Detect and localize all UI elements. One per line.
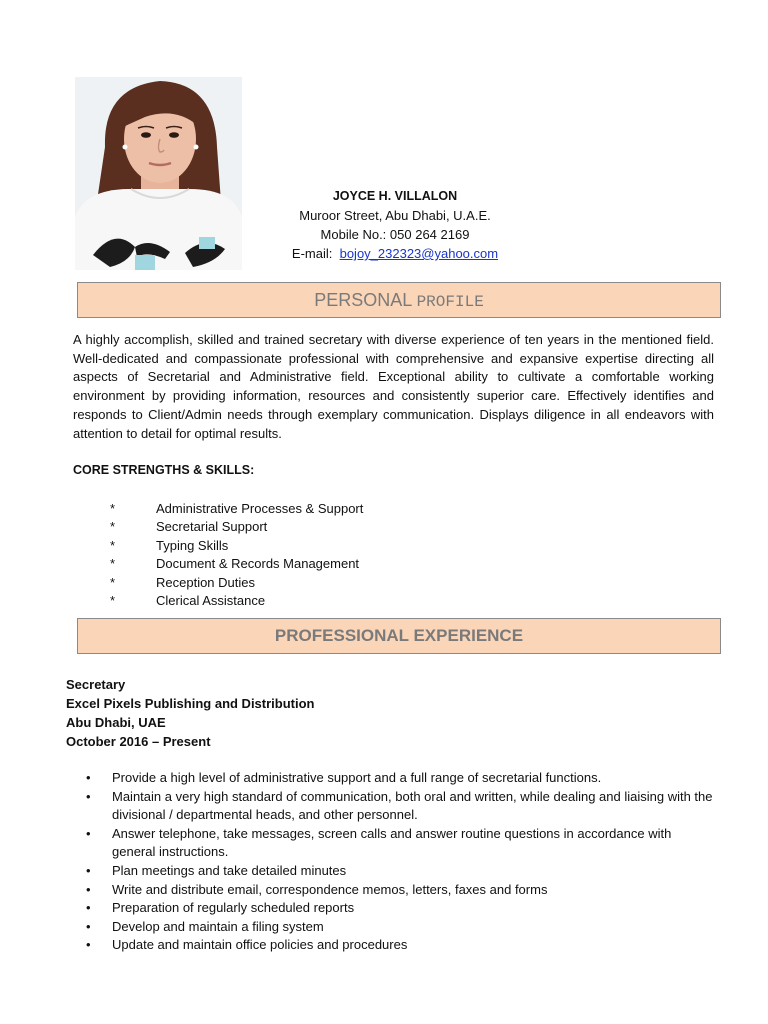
bullet-icon: •: [86, 788, 91, 804]
contact-block: [250, 187, 540, 263]
asterisk-marker: *: [110, 592, 116, 608]
asterisk-marker: *: [110, 519, 116, 535]
duty-text: Answer telephone, take messages, screen calls and answer routine questions in accordance with general instructions.: [112, 825, 672, 860]
skill-item: [110, 500, 363, 518]
duties-list: [86, 769, 716, 955]
skill-label: Reception Duties: [156, 574, 255, 590]
profile-photo-illustration: [75, 77, 242, 270]
email-link[interactable]: bojoy_232323@yahoo.com: [339, 246, 499, 261]
job-company: Excel Pixels Publishing and Distribution: [66, 696, 315, 711]
duty-item: [86, 788, 716, 825]
skill-item: [110, 518, 363, 536]
duty-item: [86, 769, 716, 788]
duty-text: Write and distribute email, correspondence memos, letters, faxes and forms: [112, 881, 548, 897]
skill-item: [110, 555, 363, 573]
bullet-icon: •: [86, 881, 91, 897]
duty-text: Update and maintain office policies and procedures: [112, 937, 408, 953]
bullet-icon: •: [86, 825, 91, 841]
email-line: [250, 244, 540, 263]
professional-experience-header: PROFESSIONAL EXPERIENCE: [77, 618, 721, 654]
skill-label: Clerical Assistance: [156, 592, 266, 608]
skill-item: [110, 574, 363, 592]
profile-photo: [75, 77, 242, 270]
asterisk-marker: *: [110, 574, 116, 590]
core-strengths-title: CORE STRENGTHS & SKILLS:: [73, 463, 255, 477]
candidate-name: JOYCE H. VILLALON: [332, 189, 458, 203]
skills-list: [110, 500, 363, 610]
job-location: Abu Dhabi, UAE: [66, 715, 166, 730]
duty-text: Provide a high level of administrative support and a full range of secretarial functions.: [112, 770, 602, 785]
skill-item: [110, 537, 363, 555]
duty-item: [86, 899, 716, 918]
mobile-number: Mobile No.: 050 264 2169: [320, 227, 470, 242]
skill-item: [110, 592, 363, 610]
duty-text: Plan meetings and take detailed minutes: [112, 862, 347, 878]
bullet-icon: •: [86, 937, 91, 953]
duty-item: [86, 936, 716, 955]
job-position: Secretary: [66, 677, 126, 692]
bullet-icon: •: [86, 900, 91, 916]
asterisk-marker: *: [110, 501, 116, 516]
bullet-icon: •: [86, 918, 91, 934]
skill-label: Typing Skills: [156, 537, 229, 553]
duty-text: Develop and maintain a filing system: [112, 918, 324, 934]
skill-label: Administrative Processes & Support: [156, 501, 364, 516]
duty-item: [86, 881, 716, 900]
asterisk-marker: *: [110, 556, 116, 572]
duty-text: Maintain a very high standard of communication, both oral and written, while dealing and liaising with the divisional / departmental heads, and other personnel.: [112, 788, 713, 823]
skill-label: Document & Records Management: [156, 556, 360, 572]
profile-summary: A highly accomplish, skilled and trained secretary with diverse experience of ten years in the mentioned field. Well-dedicated and compassionate professional with comprehensive and expansive expertise directing all aspects of Secretarial and Administrative field. Exceptional ability to cultivate a comfortable working environment by providing information, resources and consistently superior care. Effectively identifies and responds to Client/Admin needs through exemplary communication. Displays diligence in all endeavors with attention to detail for optimal results.: [73, 332, 714, 441]
bullet-icon: •: [86, 862, 91, 878]
job-details: [66, 675, 315, 751]
duty-item: [86, 825, 716, 862]
skill-label: Secretarial Support: [156, 519, 268, 535]
personal-profile-header: [77, 282, 721, 318]
duty-item: [86, 862, 716, 881]
email-label: E-mail:: [291, 246, 336, 261]
header-personal: PERSONAL: [314, 290, 417, 310]
duty-text: Preparation of regularly scheduled reports: [112, 900, 355, 916]
job-dates: October 2016 – Present: [66, 734, 211, 749]
header-profile: PROFILE: [416, 293, 484, 311]
asterisk-marker: *: [110, 537, 116, 553]
bullet-icon: •: [86, 770, 91, 785]
duty-item: [86, 918, 716, 937]
address: Muroor Street, Abu Dhabi, U.A.E.: [299, 208, 491, 223]
